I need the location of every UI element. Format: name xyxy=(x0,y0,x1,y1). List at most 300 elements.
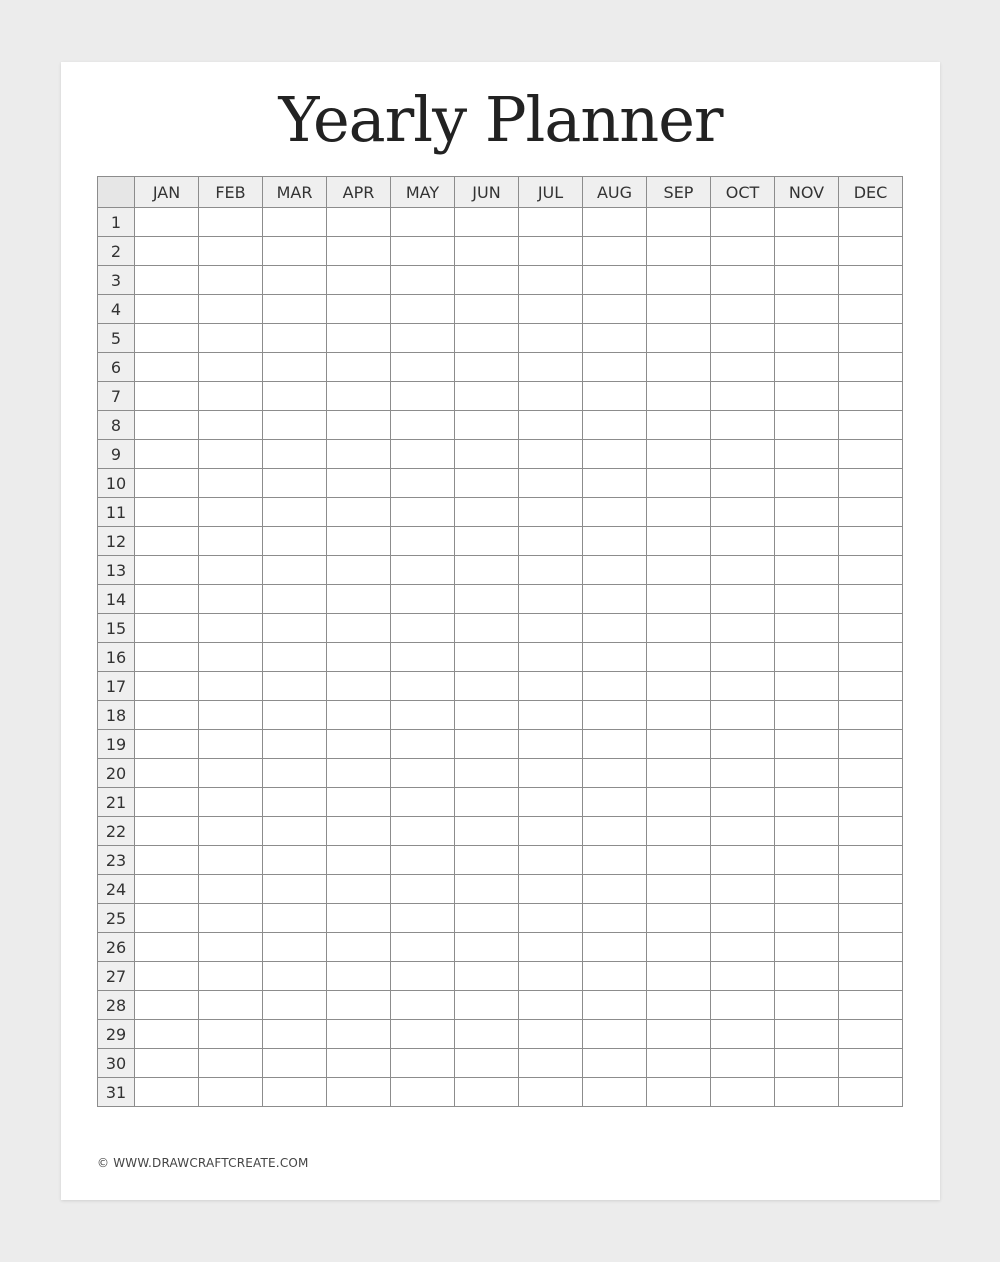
planner-cell[interactable] xyxy=(327,498,391,527)
planner-cell[interactable] xyxy=(711,585,775,614)
planner-cell[interactable] xyxy=(519,904,583,933)
planner-cell[interactable] xyxy=(455,324,519,353)
planner-cell[interactable] xyxy=(839,324,903,353)
planner-cell[interactable] xyxy=(391,411,455,440)
planner-cell[interactable] xyxy=(135,469,199,498)
planner-cell[interactable] xyxy=(263,324,327,353)
planner-cell[interactable] xyxy=(327,353,391,382)
planner-cell[interactable] xyxy=(135,440,199,469)
planner-cell[interactable] xyxy=(199,701,263,730)
planner-cell[interactable] xyxy=(327,556,391,585)
planner-cell[interactable] xyxy=(263,846,327,875)
planner-cell[interactable] xyxy=(199,440,263,469)
planner-cell[interactable] xyxy=(839,585,903,614)
planner-cell[interactable] xyxy=(135,701,199,730)
planner-cell[interactable] xyxy=(583,498,647,527)
planner-cell[interactable] xyxy=(839,295,903,324)
planner-cell[interactable] xyxy=(519,266,583,295)
planner-cell[interactable] xyxy=(455,469,519,498)
planner-cell[interactable] xyxy=(455,353,519,382)
planner-cell[interactable] xyxy=(647,556,711,585)
planner-cell[interactable] xyxy=(519,498,583,527)
planner-cell[interactable] xyxy=(839,614,903,643)
planner-cell[interactable] xyxy=(711,962,775,991)
planner-cell[interactable] xyxy=(519,759,583,788)
planner-cell[interactable] xyxy=(327,672,391,701)
planner-cell[interactable] xyxy=(135,904,199,933)
planner-cell[interactable] xyxy=(775,962,839,991)
planner-cell[interactable] xyxy=(711,237,775,266)
planner-cell[interactable] xyxy=(391,672,455,701)
planner-cell[interactable] xyxy=(135,643,199,672)
planner-cell[interactable] xyxy=(263,875,327,904)
planner-cell[interactable] xyxy=(839,672,903,701)
planner-cell[interactable] xyxy=(391,759,455,788)
planner-cell[interactable] xyxy=(583,353,647,382)
planner-cell[interactable] xyxy=(519,440,583,469)
planner-cell[interactable] xyxy=(775,585,839,614)
planner-cell[interactable] xyxy=(199,614,263,643)
planner-cell[interactable] xyxy=(583,411,647,440)
planner-cell[interactable] xyxy=(711,469,775,498)
planner-cell[interactable] xyxy=(391,1020,455,1049)
planner-cell[interactable] xyxy=(391,498,455,527)
planner-cell[interactable] xyxy=(775,498,839,527)
planner-cell[interactable] xyxy=(135,1049,199,1078)
planner-cell[interactable] xyxy=(263,1020,327,1049)
planner-cell[interactable] xyxy=(647,469,711,498)
planner-cell[interactable] xyxy=(391,788,455,817)
planner-cell[interactable] xyxy=(327,643,391,672)
planner-cell[interactable] xyxy=(647,411,711,440)
planner-cell[interactable] xyxy=(135,237,199,266)
planner-cell[interactable] xyxy=(263,817,327,846)
planner-cell[interactable] xyxy=(839,1049,903,1078)
planner-cell[interactable] xyxy=(711,324,775,353)
planner-cell[interactable] xyxy=(199,643,263,672)
planner-cell[interactable] xyxy=(839,440,903,469)
planner-cell[interactable] xyxy=(263,266,327,295)
planner-cell[interactable] xyxy=(519,1049,583,1078)
planner-cell[interactable] xyxy=(647,672,711,701)
planner-cell[interactable] xyxy=(135,991,199,1020)
planner-cell[interactable] xyxy=(583,759,647,788)
planner-cell[interactable] xyxy=(711,382,775,411)
planner-cell[interactable] xyxy=(263,672,327,701)
planner-cell[interactable] xyxy=(135,672,199,701)
planner-cell[interactable] xyxy=(391,237,455,266)
planner-cell[interactable] xyxy=(263,643,327,672)
planner-cell[interactable] xyxy=(263,469,327,498)
planner-cell[interactable] xyxy=(583,672,647,701)
planner-cell[interactable] xyxy=(327,411,391,440)
planner-cell[interactable] xyxy=(647,904,711,933)
planner-cell[interactable] xyxy=(711,991,775,1020)
planner-cell[interactable] xyxy=(455,904,519,933)
planner-cell[interactable] xyxy=(455,672,519,701)
planner-cell[interactable] xyxy=(455,701,519,730)
planner-cell[interactable] xyxy=(199,933,263,962)
planner-cell[interactable] xyxy=(519,382,583,411)
planner-cell[interactable] xyxy=(327,1078,391,1107)
planner-cell[interactable] xyxy=(839,701,903,730)
planner-cell[interactable] xyxy=(775,817,839,846)
planner-cell[interactable] xyxy=(327,1049,391,1078)
planner-cell[interactable] xyxy=(455,788,519,817)
planner-cell[interactable] xyxy=(711,440,775,469)
planner-cell[interactable] xyxy=(263,295,327,324)
planner-cell[interactable] xyxy=(647,440,711,469)
planner-cell[interactable] xyxy=(775,208,839,237)
planner-cell[interactable] xyxy=(327,904,391,933)
planner-cell[interactable] xyxy=(711,1078,775,1107)
planner-cell[interactable] xyxy=(519,614,583,643)
planner-cell[interactable] xyxy=(775,527,839,556)
planner-cell[interactable] xyxy=(263,556,327,585)
planner-cell[interactable] xyxy=(519,817,583,846)
planner-cell[interactable] xyxy=(583,643,647,672)
planner-cell[interactable] xyxy=(839,208,903,237)
planner-cell[interactable] xyxy=(263,527,327,556)
planner-cell[interactable] xyxy=(839,469,903,498)
planner-cell[interactable] xyxy=(199,556,263,585)
planner-cell[interactable] xyxy=(199,1078,263,1107)
planner-cell[interactable] xyxy=(775,382,839,411)
planner-cell[interactable] xyxy=(711,266,775,295)
planner-cell[interactable] xyxy=(455,759,519,788)
planner-cell[interactable] xyxy=(327,469,391,498)
planner-cell[interactable] xyxy=(519,556,583,585)
planner-cell[interactable] xyxy=(647,875,711,904)
planner-cell[interactable] xyxy=(455,295,519,324)
planner-cell[interactable] xyxy=(839,730,903,759)
planner-cell[interactable] xyxy=(455,614,519,643)
planner-cell[interactable] xyxy=(455,1020,519,1049)
planner-cell[interactable] xyxy=(263,585,327,614)
planner-cell[interactable] xyxy=(519,1078,583,1107)
planner-cell[interactable] xyxy=(135,353,199,382)
planner-cell[interactable] xyxy=(839,962,903,991)
planner-cell[interactable] xyxy=(775,1020,839,1049)
planner-cell[interactable] xyxy=(263,411,327,440)
planner-cell[interactable] xyxy=(519,237,583,266)
planner-cell[interactable] xyxy=(711,933,775,962)
planner-cell[interactable] xyxy=(839,991,903,1020)
planner-cell[interactable] xyxy=(455,585,519,614)
planner-cell[interactable] xyxy=(519,962,583,991)
planner-cell[interactable] xyxy=(583,556,647,585)
planner-cell[interactable] xyxy=(519,208,583,237)
planner-cell[interactable] xyxy=(327,295,391,324)
planner-cell[interactable] xyxy=(199,237,263,266)
planner-cell[interactable] xyxy=(647,208,711,237)
planner-cell[interactable] xyxy=(263,614,327,643)
planner-cell[interactable] xyxy=(775,411,839,440)
planner-cell[interactable] xyxy=(391,1049,455,1078)
planner-cell[interactable] xyxy=(839,237,903,266)
planner-cell[interactable] xyxy=(647,759,711,788)
planner-cell[interactable] xyxy=(583,585,647,614)
planner-cell[interactable] xyxy=(775,991,839,1020)
planner-cell[interactable] xyxy=(455,208,519,237)
planner-cell[interactable] xyxy=(199,295,263,324)
planner-cell[interactable] xyxy=(135,846,199,875)
planner-cell[interactable] xyxy=(583,295,647,324)
planner-cell[interactable] xyxy=(327,788,391,817)
planner-cell[interactable] xyxy=(327,759,391,788)
planner-cell[interactable] xyxy=(839,817,903,846)
planner-cell[interactable] xyxy=(263,933,327,962)
planner-cell[interactable] xyxy=(391,527,455,556)
planner-cell[interactable] xyxy=(647,817,711,846)
planner-cell[interactable] xyxy=(839,498,903,527)
planner-cell[interactable] xyxy=(647,1049,711,1078)
planner-cell[interactable] xyxy=(199,759,263,788)
planner-cell[interactable] xyxy=(327,1020,391,1049)
planner-cell[interactable] xyxy=(711,846,775,875)
planner-cell[interactable] xyxy=(647,730,711,759)
planner-cell[interactable] xyxy=(455,1049,519,1078)
planner-cell[interactable] xyxy=(775,759,839,788)
planner-cell[interactable] xyxy=(647,1078,711,1107)
planner-cell[interactable] xyxy=(647,1020,711,1049)
planner-cell[interactable] xyxy=(391,295,455,324)
planner-cell[interactable] xyxy=(647,585,711,614)
planner-cell[interactable] xyxy=(775,440,839,469)
planner-cell[interactable] xyxy=(263,788,327,817)
planner-cell[interactable] xyxy=(775,730,839,759)
planner-cell[interactable] xyxy=(647,295,711,324)
planner-cell[interactable] xyxy=(583,875,647,904)
planner-cell[interactable] xyxy=(135,788,199,817)
planner-cell[interactable] xyxy=(711,1049,775,1078)
planner-cell[interactable] xyxy=(711,498,775,527)
planner-cell[interactable] xyxy=(391,904,455,933)
planner-cell[interactable] xyxy=(519,1020,583,1049)
planner-cell[interactable] xyxy=(199,817,263,846)
planner-cell[interactable] xyxy=(263,730,327,759)
planner-cell[interactable] xyxy=(839,382,903,411)
planner-cell[interactable] xyxy=(519,701,583,730)
planner-cell[interactable] xyxy=(839,643,903,672)
planner-cell[interactable] xyxy=(263,208,327,237)
planner-cell[interactable] xyxy=(775,846,839,875)
planner-cell[interactable] xyxy=(327,730,391,759)
planner-cell[interactable] xyxy=(391,614,455,643)
planner-cell[interactable] xyxy=(327,701,391,730)
planner-cell[interactable] xyxy=(199,1020,263,1049)
planner-cell[interactable] xyxy=(711,817,775,846)
planner-cell[interactable] xyxy=(647,614,711,643)
planner-cell[interactable] xyxy=(391,875,455,904)
planner-cell[interactable] xyxy=(135,875,199,904)
planner-cell[interactable] xyxy=(839,759,903,788)
planner-cell[interactable] xyxy=(199,382,263,411)
planner-cell[interactable] xyxy=(839,1020,903,1049)
planner-cell[interactable] xyxy=(711,672,775,701)
planner-cell[interactable] xyxy=(519,846,583,875)
planner-cell[interactable] xyxy=(839,411,903,440)
planner-cell[interactable] xyxy=(263,237,327,266)
planner-cell[interactable] xyxy=(839,527,903,556)
planner-cell[interactable] xyxy=(647,237,711,266)
planner-cell[interactable] xyxy=(775,788,839,817)
planner-cell[interactable] xyxy=(775,469,839,498)
planner-cell[interactable] xyxy=(583,991,647,1020)
planner-cell[interactable] xyxy=(135,498,199,527)
planner-cell[interactable] xyxy=(199,788,263,817)
planner-cell[interactable] xyxy=(583,730,647,759)
planner-cell[interactable] xyxy=(455,643,519,672)
planner-cell[interactable] xyxy=(391,643,455,672)
planner-cell[interactable] xyxy=(135,614,199,643)
planner-cell[interactable] xyxy=(519,527,583,556)
planner-cell[interactable] xyxy=(391,266,455,295)
planner-cell[interactable] xyxy=(135,817,199,846)
planner-cell[interactable] xyxy=(455,730,519,759)
planner-cell[interactable] xyxy=(455,933,519,962)
planner-cell[interactable] xyxy=(839,933,903,962)
planner-cell[interactable] xyxy=(711,759,775,788)
planner-cell[interactable] xyxy=(327,266,391,295)
planner-cell[interactable] xyxy=(135,730,199,759)
planner-cell[interactable] xyxy=(327,440,391,469)
planner-cell[interactable] xyxy=(455,846,519,875)
planner-cell[interactable] xyxy=(391,469,455,498)
planner-cell[interactable] xyxy=(455,411,519,440)
planner-cell[interactable] xyxy=(327,962,391,991)
planner-cell[interactable] xyxy=(263,498,327,527)
planner-cell[interactable] xyxy=(391,353,455,382)
planner-cell[interactable] xyxy=(583,527,647,556)
planner-cell[interactable] xyxy=(711,556,775,585)
planner-cell[interactable] xyxy=(199,411,263,440)
planner-cell[interactable] xyxy=(199,1049,263,1078)
planner-cell[interactable] xyxy=(711,643,775,672)
planner-cell[interactable] xyxy=(519,788,583,817)
planner-cell[interactable] xyxy=(647,701,711,730)
planner-cell[interactable] xyxy=(327,875,391,904)
planner-cell[interactable] xyxy=(583,237,647,266)
planner-cell[interactable] xyxy=(135,1020,199,1049)
planner-cell[interactable] xyxy=(199,672,263,701)
planner-cell[interactable] xyxy=(839,788,903,817)
planner-cell[interactable] xyxy=(519,643,583,672)
planner-cell[interactable] xyxy=(839,353,903,382)
planner-cell[interactable] xyxy=(327,817,391,846)
planner-cell[interactable] xyxy=(327,324,391,353)
planner-cell[interactable] xyxy=(199,266,263,295)
planner-cell[interactable] xyxy=(327,846,391,875)
planner-cell[interactable] xyxy=(519,585,583,614)
planner-cell[interactable] xyxy=(647,933,711,962)
planner-cell[interactable] xyxy=(711,904,775,933)
planner-cell[interactable] xyxy=(391,440,455,469)
planner-cell[interactable] xyxy=(455,556,519,585)
planner-cell[interactable] xyxy=(391,556,455,585)
planner-cell[interactable] xyxy=(519,469,583,498)
planner-cell[interactable] xyxy=(199,991,263,1020)
planner-cell[interactable] xyxy=(391,382,455,411)
planner-cell[interactable] xyxy=(583,933,647,962)
planner-cell[interactable] xyxy=(455,440,519,469)
planner-cell[interactable] xyxy=(775,643,839,672)
planner-cell[interactable] xyxy=(135,933,199,962)
planner-cell[interactable] xyxy=(647,324,711,353)
planner-cell[interactable] xyxy=(711,208,775,237)
planner-cell[interactable] xyxy=(839,556,903,585)
planner-cell[interactable] xyxy=(711,788,775,817)
planner-cell[interactable] xyxy=(519,353,583,382)
planner-cell[interactable] xyxy=(263,1078,327,1107)
planner-cell[interactable] xyxy=(519,991,583,1020)
planner-cell[interactable] xyxy=(327,585,391,614)
planner-cell[interactable] xyxy=(327,933,391,962)
planner-cell[interactable] xyxy=(135,266,199,295)
planner-cell[interactable] xyxy=(647,498,711,527)
planner-cell[interactable] xyxy=(775,875,839,904)
planner-cell[interactable] xyxy=(519,295,583,324)
planner-cell[interactable] xyxy=(135,556,199,585)
planner-cell[interactable] xyxy=(711,353,775,382)
planner-cell[interactable] xyxy=(135,295,199,324)
planner-cell[interactable] xyxy=(263,701,327,730)
planner-cell[interactable] xyxy=(135,324,199,353)
planner-cell[interactable] xyxy=(775,904,839,933)
planner-cell[interactable] xyxy=(199,527,263,556)
planner-cell[interactable] xyxy=(455,1078,519,1107)
planner-cell[interactable] xyxy=(199,353,263,382)
planner-cell[interactable] xyxy=(647,527,711,556)
planner-cell[interactable] xyxy=(711,411,775,440)
planner-cell[interactable] xyxy=(391,933,455,962)
planner-cell[interactable] xyxy=(839,904,903,933)
planner-cell[interactable] xyxy=(263,353,327,382)
planner-cell[interactable] xyxy=(391,730,455,759)
planner-cell[interactable] xyxy=(135,208,199,237)
planner-cell[interactable] xyxy=(391,991,455,1020)
planner-cell[interactable] xyxy=(391,324,455,353)
planner-cell[interactable] xyxy=(455,991,519,1020)
planner-cell[interactable] xyxy=(199,324,263,353)
planner-cell[interactable] xyxy=(135,1078,199,1107)
planner-cell[interactable] xyxy=(583,266,647,295)
planner-cell[interactable] xyxy=(583,440,647,469)
planner-cell[interactable] xyxy=(199,846,263,875)
planner-cell[interactable] xyxy=(711,730,775,759)
planner-cell[interactable] xyxy=(775,295,839,324)
planner-cell[interactable] xyxy=(327,208,391,237)
planner-cell[interactable] xyxy=(135,759,199,788)
planner-cell[interactable] xyxy=(199,962,263,991)
planner-cell[interactable] xyxy=(647,643,711,672)
planner-cell[interactable] xyxy=(135,585,199,614)
planner-cell[interactable] xyxy=(455,817,519,846)
planner-cell[interactable] xyxy=(583,788,647,817)
planner-cell[interactable] xyxy=(455,962,519,991)
planner-cell[interactable] xyxy=(391,585,455,614)
planner-cell[interactable] xyxy=(775,237,839,266)
planner-cell[interactable] xyxy=(647,962,711,991)
planner-cell[interactable] xyxy=(391,701,455,730)
planner-cell[interactable] xyxy=(391,208,455,237)
planner-cell[interactable] xyxy=(519,875,583,904)
planner-cell[interactable] xyxy=(775,1078,839,1107)
planner-cell[interactable] xyxy=(327,527,391,556)
planner-cell[interactable] xyxy=(519,672,583,701)
planner-cell[interactable] xyxy=(647,991,711,1020)
planner-cell[interactable] xyxy=(199,875,263,904)
